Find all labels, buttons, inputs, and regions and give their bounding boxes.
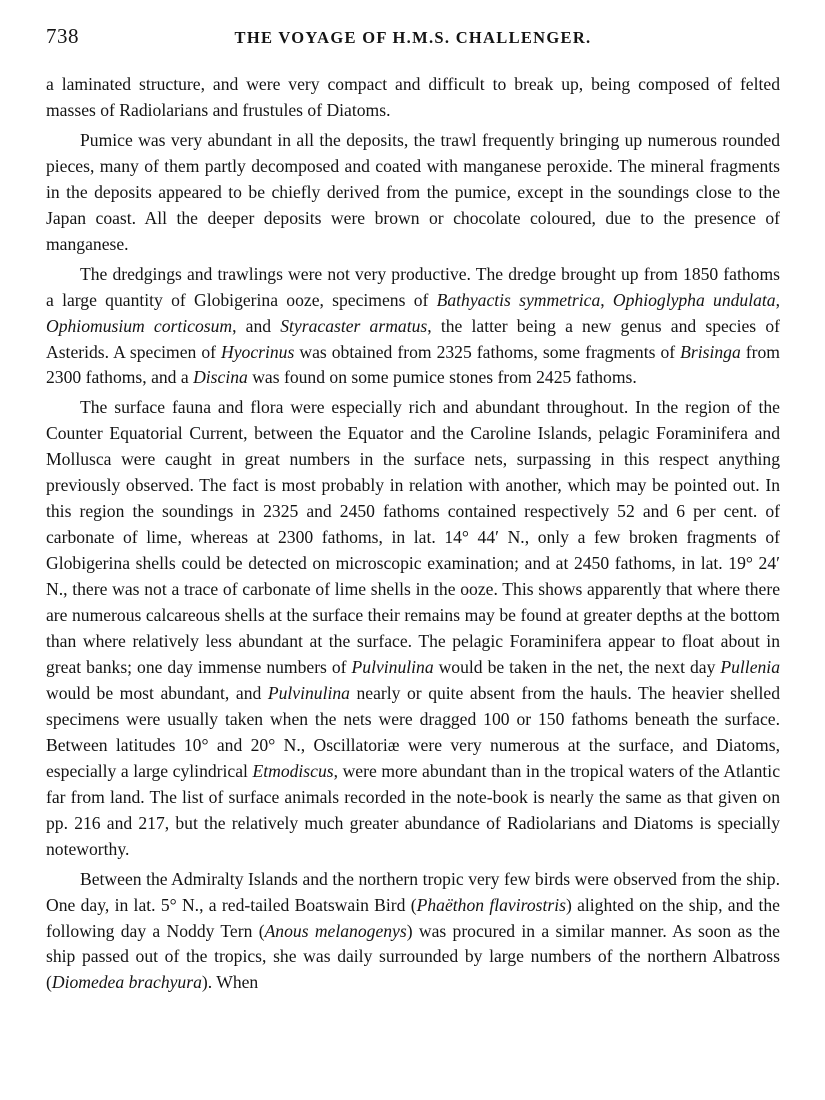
text-run: would be taken in the net, the next day — [433, 656, 721, 677]
text-run: , were more abundant than in the tropical waters of the Atlantic far from land. The list of surface animals recorded in the note-book is nearly the same as that given on pp. 216 and 217, but the relatively much greater abundance of Radiolarians and Diatoms is specially noteworthy. — [46, 760, 780, 859]
italic-term: Hyocrinus — [221, 341, 295, 362]
text-run: , — [600, 289, 613, 310]
running-title: THE VOYAGE OF H.M.S. CHALLENGER. — [234, 28, 592, 47]
italic-term: Bathyactis symmetrica — [436, 289, 601, 310]
text-run: ). When — [201, 972, 259, 993]
body-text — [46, 72, 780, 996]
paragraph — [46, 867, 780, 997]
paragraph — [46, 128, 780, 258]
text-run: The surface fauna and flora were especially rich and abundant throughout. In the region of the Counter Equatorial Current, between the Equator and the Caroline Islands, pelagic Foraminifera and Mollusca were caught in great numbers in the surface nets, surpassing in this respect anything previously observed. The fact is most probably in relation with another, which may be pointed out. In this region the soundings in 2325 and 2450 fathoms contained respectively 52 and 6 per cent. of carbonate of lime, whereas at 2300 fathoms, in lat. 14° 44′ N., only a few broken fragments of Globigerina shells could be detected on microscopic examination; and at 2450 fathoms, in lat. 19° 24′ N., there was not a trace of carbonate of lime shells in the ooze. This shows apparently that where there are numerous calcareous shells at the surface their remains may be found at greater depths at the bottom than where relatively less abundant at the surface. The pelagic Foraminifera appear to float about in great banks; one day immense numbers of — [46, 397, 780, 677]
text-run: , and — [232, 315, 281, 336]
text-run: was found on some pumice stones from 2425 fathoms. — [247, 367, 637, 388]
text-run: would be most abundant, and — [46, 682, 268, 703]
italic-term: Styracaster armatus — [280, 315, 428, 336]
text-run: , the latter being a new genus and species of Asterids. A specimen of — [46, 315, 780, 362]
page-number: 738 — [46, 24, 79, 48]
text-run: nearly or quite absent from the hauls. The heavier shelled specimens were usually taken when the nets were dragged 100 or 150 fathoms beneath the surface. Between latitudes 10° and 20° N., Oscillatoriæ were very numerous at the surface, and Diatoms, especially a large cylindrical — [46, 682, 781, 781]
text-run: The dredgings and trawlings were not very productive. The dredge brought up from 1850 fathoms a large quantity of Globigerina ooze, specimens of — [46, 263, 780, 310]
text-run: ) was procured in a similar manner. As soon as the ship passed out of the tropics, she was daily surrounded by large numbers of the northern Albatross ( — [46, 920, 780, 993]
italic-term: Discina — [193, 367, 248, 388]
italic-term: Pulvinulina — [351, 656, 434, 677]
text-run: Pumice was very abundant in all the deposits, the trawl frequently bringing up numerous rounded pieces, many of them partly decomposed and coated with manganese peroxide. The mineral fragments in the deposits appeared to be chiefly derived from the pumice, except in the soundings close to the Japan coast. All the deeper deposits were brown or chocolate coloured, due to the presence of manganese. — [46, 129, 780, 254]
italic-term: Brisinga — [680, 341, 741, 362]
text-run: was obtained from 2325 fathoms, some fragments of — [294, 341, 681, 362]
text-run: from 2300 fathoms, and a — [46, 341, 780, 388]
text-run: , — [775, 289, 780, 310]
italic-term: Ophioglypha undulata — [612, 289, 776, 310]
text-run: ) alighted on the ship, and the following day a Noddy Tern ( — [46, 894, 780, 941]
italic-term: Ophiomusium corticosum — [46, 315, 233, 336]
italic-term: Phaëthon flavirostris — [416, 894, 566, 915]
page-header — [46, 24, 780, 54]
italic-term: Pullenia — [720, 656, 780, 677]
text-run: a laminated structure, and were very compact and difficult to break up, being composed of felted masses of Radiolarians and frustules of Diatoms. — [46, 74, 780, 120]
paragraph — [46, 262, 780, 392]
paragraph — [46, 72, 780, 124]
italic-term: Pulvinulina — [267, 682, 350, 703]
italic-term: Anous melanogenys — [264, 920, 407, 941]
paragraph — [46, 395, 780, 862]
italic-term: Diomedea brachyura — [51, 972, 202, 993]
italic-term: Etmodiscus — [252, 760, 334, 781]
text-run: Between the Admiralty Islands and the northern tropic very few birds were observed from the ship. One day, in lat. 5° N., a red-tailed Boatswain Bird ( — [46, 868, 780, 915]
